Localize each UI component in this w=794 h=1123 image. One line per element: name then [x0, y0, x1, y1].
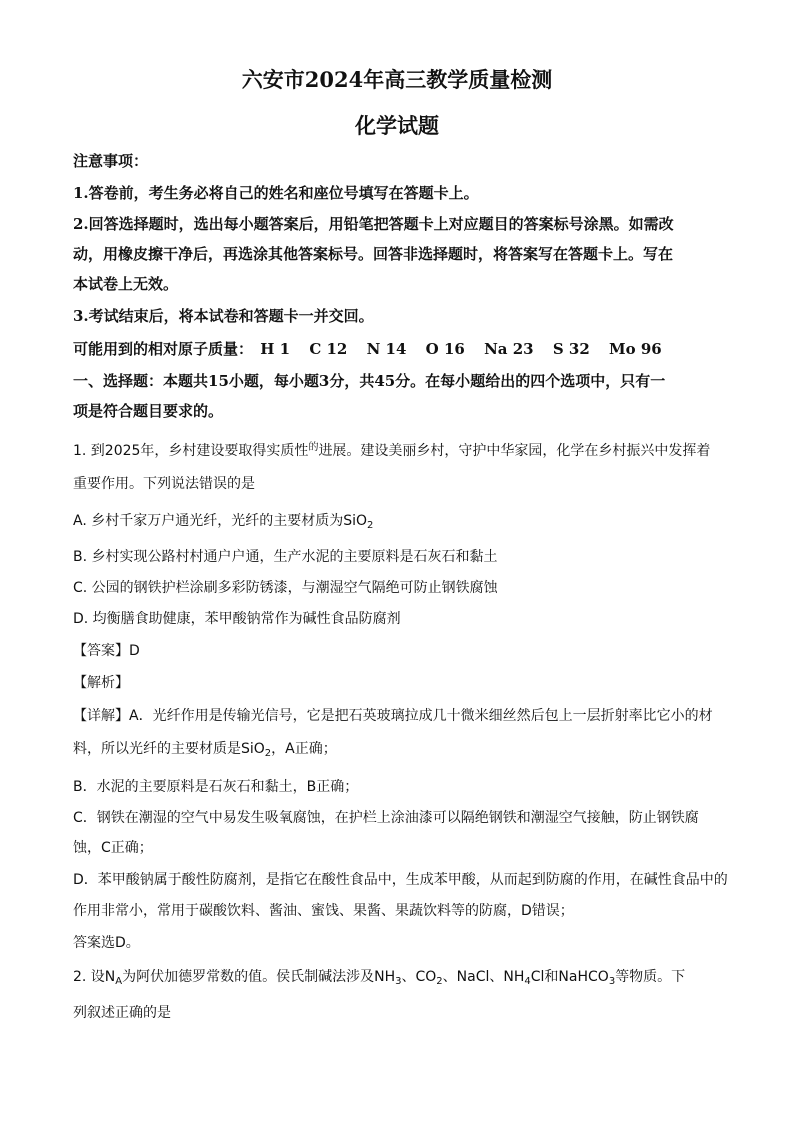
q2-stem-text: 为阿伏加德罗常数的值。侯氏制碱法涉及NH — [122, 969, 396, 985]
q1-stem-sup: 的 — [308, 442, 319, 453]
notice-item-1: 1.答卷前，考生务必将自己的姓名和座位号填写在答题卡上。 — [73, 184, 479, 202]
q2-stem-sub: 3 — [395, 976, 402, 987]
q1-detail-c-line-1: C．钢铁在潮湿的空气中易发生吸氧腐蚀，在护栏上涂油漆可以隔绝钢铁和潮湿空气接触，防止钢铁腐 — [73, 810, 699, 826]
atomic-masses-label: 可能用到的相对原子质量： — [73, 340, 254, 358]
q2-stem-sub: 3 — [608, 976, 616, 987]
notice-item-2-line-2: 动，用橡皮擦干净后，再选涂其他答案标号。回答非选择题时，将答案写在答题卡上。写在 — [73, 245, 674, 263]
page-title: 六安市2024年高三教学质量检测 — [241, 67, 553, 92]
q1-option-a — [73, 510, 373, 530]
atomic-mass-item: S 32 — [552, 340, 590, 358]
q1-detail-line-1: 【详解】A．光纤作用是传输光信号，它是把石英玻璃拉成几十微米细丝然后包上一层折射率比它小的材 — [73, 708, 713, 724]
q2-stem-text: 2. 设N — [73, 969, 116, 985]
atomic-mass-item: O 16 — [425, 340, 465, 358]
q1-stem-line-2: 重要作用。下列说法错误的是 — [73, 476, 255, 492]
q1-detail-text: 料，所以光纤的主要材质是SiO — [73, 741, 265, 757]
section-heading-line-2: 项是符合题目要求的。 — [73, 402, 224, 420]
q2-stem-line-1 — [73, 966, 685, 986]
atomic-mass-item: C 12 — [309, 340, 348, 358]
q1-detail-text: ，A正确； — [271, 741, 337, 757]
q1-option-a-text: A. 乡村千家万户通光纤，光纤的主要材质为SiO — [73, 513, 368, 529]
q1-conclusion: 答案选D。 — [73, 935, 140, 951]
notice-item-2-line-1: 2.回答选择题时，选出每小题答案后，用铅笔把答题卡上对应题目的答案标号涂黑。如需改 — [73, 215, 674, 233]
atomic-masses — [73, 338, 676, 359]
q1-detail-b: B．水泥的主要原料是石灰石和黏土，B正确； — [73, 779, 359, 795]
notice-item-3: 3.考试结束后，将本试卷和答题卡一并交回。 — [73, 307, 374, 325]
q1-detail-d-line-1: D．苯甲酸钠属于酸性防腐剂，是指它在酸性食品中，生成苯甲酸，从而起到防腐的作用，在碱性食品中的 — [73, 872, 728, 888]
q1-analysis-label: 【解析】 — [73, 675, 129, 691]
q1-option-b: B. 乡村实现公路村村通户户通，生产水泥的主要原料是石灰石和黏土 — [73, 549, 498, 565]
q1-stem-text: 1. 到2025年，乡村建设要取得实质性 — [73, 443, 309, 459]
q1-option-c: C. 公园的钢铁护栏涂刷多彩防锈漆，与潮湿空气隔绝可防止钢铁腐蚀 — [73, 580, 498, 596]
section-heading-line-1: 一、选择题：本题共15小题，每小题3分，共45分。在每小题给出的四个选项中，只有一 — [73, 372, 666, 390]
q2-stem-line-2: 列叙述正确的是 — [73, 1005, 171, 1021]
q1-stem-text: 进展。建设美丽乡村，守护中华家园，化学在乡村振兴中发挥着 — [318, 443, 711, 459]
q1-answer: 【答案】D — [73, 643, 140, 659]
q2-stem-text: 、NaCl、NH — [442, 969, 525, 985]
q1-detail-c-line-2: 蚀，C正确； — [73, 840, 153, 856]
q1-detail-sub: 2 — [264, 748, 272, 759]
q2-stem-sub: 4 — [524, 976, 531, 987]
q2-stem-sub: A — [115, 976, 123, 987]
q1-detail-d-line-2: 作用非常小，常用于碳酸饮料、酱油、蜜饯、果酱、果蔬饮料等的防腐，D错误； — [73, 903, 574, 919]
atomic-mass-item: Mo 96 — [609, 340, 662, 358]
atomic-mass-item: H 1 — [260, 340, 291, 358]
q1-option-a-sub: 2 — [367, 520, 374, 531]
q2-stem-text: 、CO — [401, 969, 437, 985]
page-subtitle: 化学试题 — [355, 113, 439, 138]
q2-stem-text: 等物质。下 — [615, 969, 686, 985]
q1-option-d: D. 均衡膳食助健康，苯甲酸钠常作为碱性食品防腐剂 — [73, 611, 401, 627]
atomic-mass-item: Na 23 — [484, 340, 534, 358]
atomic-mass-item: N 14 — [366, 340, 407, 358]
notice-heading: 注意事项： — [73, 152, 149, 170]
notice-item-2-line-3: 本试卷上无效。 — [73, 275, 179, 293]
q2-stem-sub: 2 — [436, 976, 443, 987]
q1-detail-line-2 — [73, 738, 337, 758]
q2-stem-text: Cl和NaHCO — [530, 969, 609, 985]
q1-stem-line-1 — [73, 440, 710, 460]
